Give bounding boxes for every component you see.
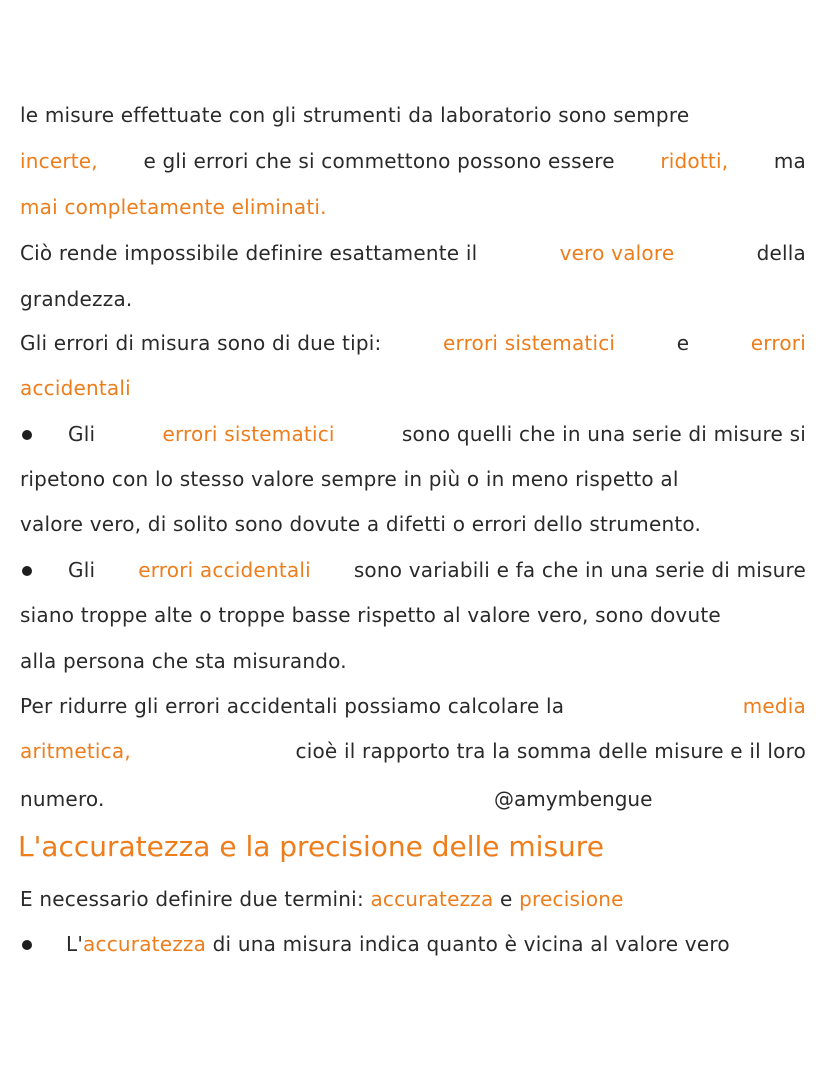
text-line	[20, 330, 806, 356]
text-span: alla persona che sta misurando.	[20, 649, 347, 673]
text-line	[20, 648, 806, 674]
highlight-term: mai completamente eliminati.	[20, 195, 327, 219]
highlight-term: errori accidentali	[138, 558, 311, 582]
bullet-icon	[22, 940, 32, 950]
text-line	[20, 786, 806, 812]
text-span: e	[500, 887, 513, 911]
text-line	[20, 375, 806, 401]
text-span: Per ridurre gli errori accidentali possiamo calcolare la	[20, 694, 565, 718]
text-span: della	[756, 241, 806, 265]
highlight-term: errori sistematici	[162, 422, 335, 446]
text-line	[68, 557, 806, 583]
bullet-icon	[22, 566, 32, 576]
text-span: le misure effettuate con gli strumenti da laboratorio sono sempre	[20, 103, 690, 127]
text-span: cioè il rapporto tra la somma delle misure e il loro	[295, 739, 806, 763]
highlight-term: incerte,	[20, 149, 98, 173]
text-span: di una misura indica quanto è vicina al valore vero	[212, 932, 730, 956]
text-line	[68, 421, 806, 447]
highlight-term: errori	[750, 331, 806, 355]
text-line	[20, 511, 806, 537]
text-span: Gli	[68, 422, 96, 446]
text-line	[20, 148, 806, 174]
text-line	[20, 102, 806, 128]
text-line	[20, 693, 806, 719]
text-line	[20, 602, 806, 628]
text-span: E necessario definire due termini:	[20, 887, 364, 911]
text-span: ripetono con lo stesso valore sempre in più o in meno rispetto al	[20, 467, 679, 491]
text-line	[20, 194, 806, 220]
highlight-term: precisione	[519, 887, 624, 911]
text-line	[20, 240, 806, 266]
text-span: sono variabili e fa che in una serie di misure	[353, 558, 806, 582]
highlight-term: errori sistematici	[443, 331, 616, 355]
text-span: Gli	[68, 558, 96, 582]
text-span: L'	[66, 932, 84, 956]
text-span: valore vero, di solito sono dovute a difetti o errori dello strumento.	[20, 512, 702, 536]
text-span: e	[676, 331, 690, 355]
highlight-term: accuratezza	[370, 887, 494, 911]
bullet-icon	[22, 430, 32, 440]
highlight-term: ridotti,	[660, 149, 729, 173]
text-span: ma	[773, 149, 806, 173]
text-span: sono quelli che in una serie di misure si	[401, 422, 806, 446]
highlight-term: accidentali	[20, 376, 131, 400]
highlight-term: vero valore	[559, 241, 675, 265]
text-line	[20, 286, 806, 312]
text-line	[20, 738, 806, 764]
text-span: numero.	[20, 787, 105, 811]
text-span: Gli errori di misura sono di due tipi:	[20, 331, 382, 355]
text-span: siano troppe alte o troppe basse rispetto al valore vero, sono dovute	[20, 603, 721, 627]
author-signature: @amymbengue	[494, 787, 653, 811]
highlight-term: accuratezza	[83, 932, 207, 956]
section-heading: L'accuratezza e la precisione delle misure	[18, 830, 604, 863]
text-line	[20, 466, 806, 492]
text-span: e gli errori che si commettono possono essere	[143, 149, 615, 173]
text-line	[66, 931, 806, 957]
text-line	[20, 886, 806, 912]
text-span: Ciò rende impossibile definire esattamente il	[20, 241, 478, 265]
text-span: grandezza.	[20, 287, 133, 311]
highlight-term: aritmetica,	[20, 739, 131, 763]
highlight-term: media	[742, 694, 806, 718]
